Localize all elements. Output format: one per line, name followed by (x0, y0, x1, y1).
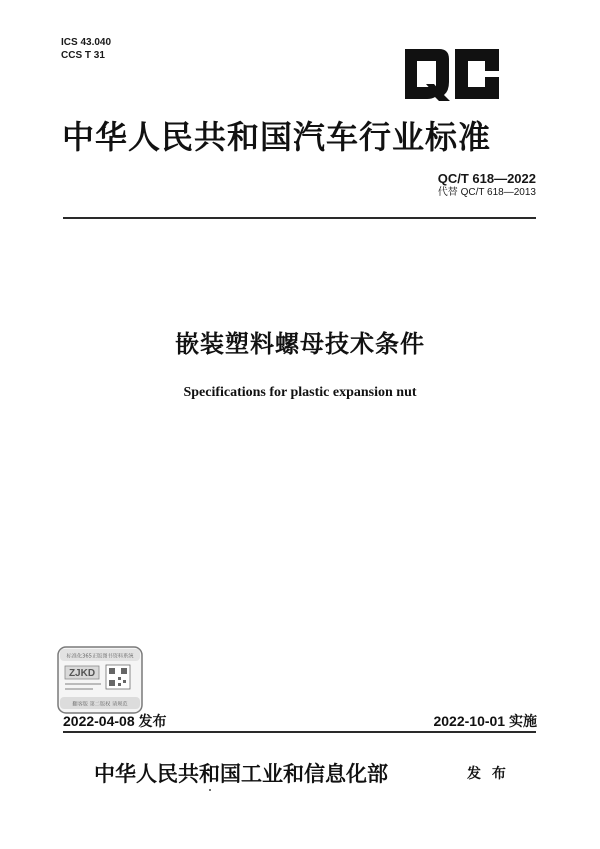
document-title-en: Specifications for plastic expansion nut (183, 385, 417, 400)
standard-number: QC/T 618—2022 (437, 171, 536, 186)
header-divider (63, 217, 536, 219)
ccs-code: CCS T 31 (61, 50, 105, 61)
svg-text:ZJKD: ZJKD (68, 668, 96, 679)
qc-logo (401, 43, 503, 105)
standard-number-block (438, 171, 536, 199)
replaces-standard: 代替 QC/T 618—2013 (437, 187, 536, 198)
issue-label: 发 布 (467, 766, 509, 782)
library-stamp (57, 645, 143, 715)
document-title-cn: 嵌装塑料螺母技术条件 (175, 330, 425, 358)
issuing-authority: 中华人民共和国工业和信息化部 (94, 761, 388, 786)
footer-divider (63, 731, 536, 733)
industry-standard-title: 中华人民共和国汽车行业标准 (62, 118, 492, 156)
svg-text:翻客版 第二版权 请规范: 翻客版 第二版权 请规范 (72, 701, 128, 708)
issuer-block (0, 762, 600, 792)
classification-codes (61, 36, 111, 62)
implementation-date: 2022-10-01 实施 (433, 713, 537, 729)
issue-date: 2022-04-08 发布 (63, 713, 167, 729)
svg-text:标准化365正版图书资料系统: 标准化365正版图书资料系统 (66, 653, 134, 660)
ics-code: ICS 43.040 (61, 37, 112, 48)
scan-mark (209, 789, 211, 791)
